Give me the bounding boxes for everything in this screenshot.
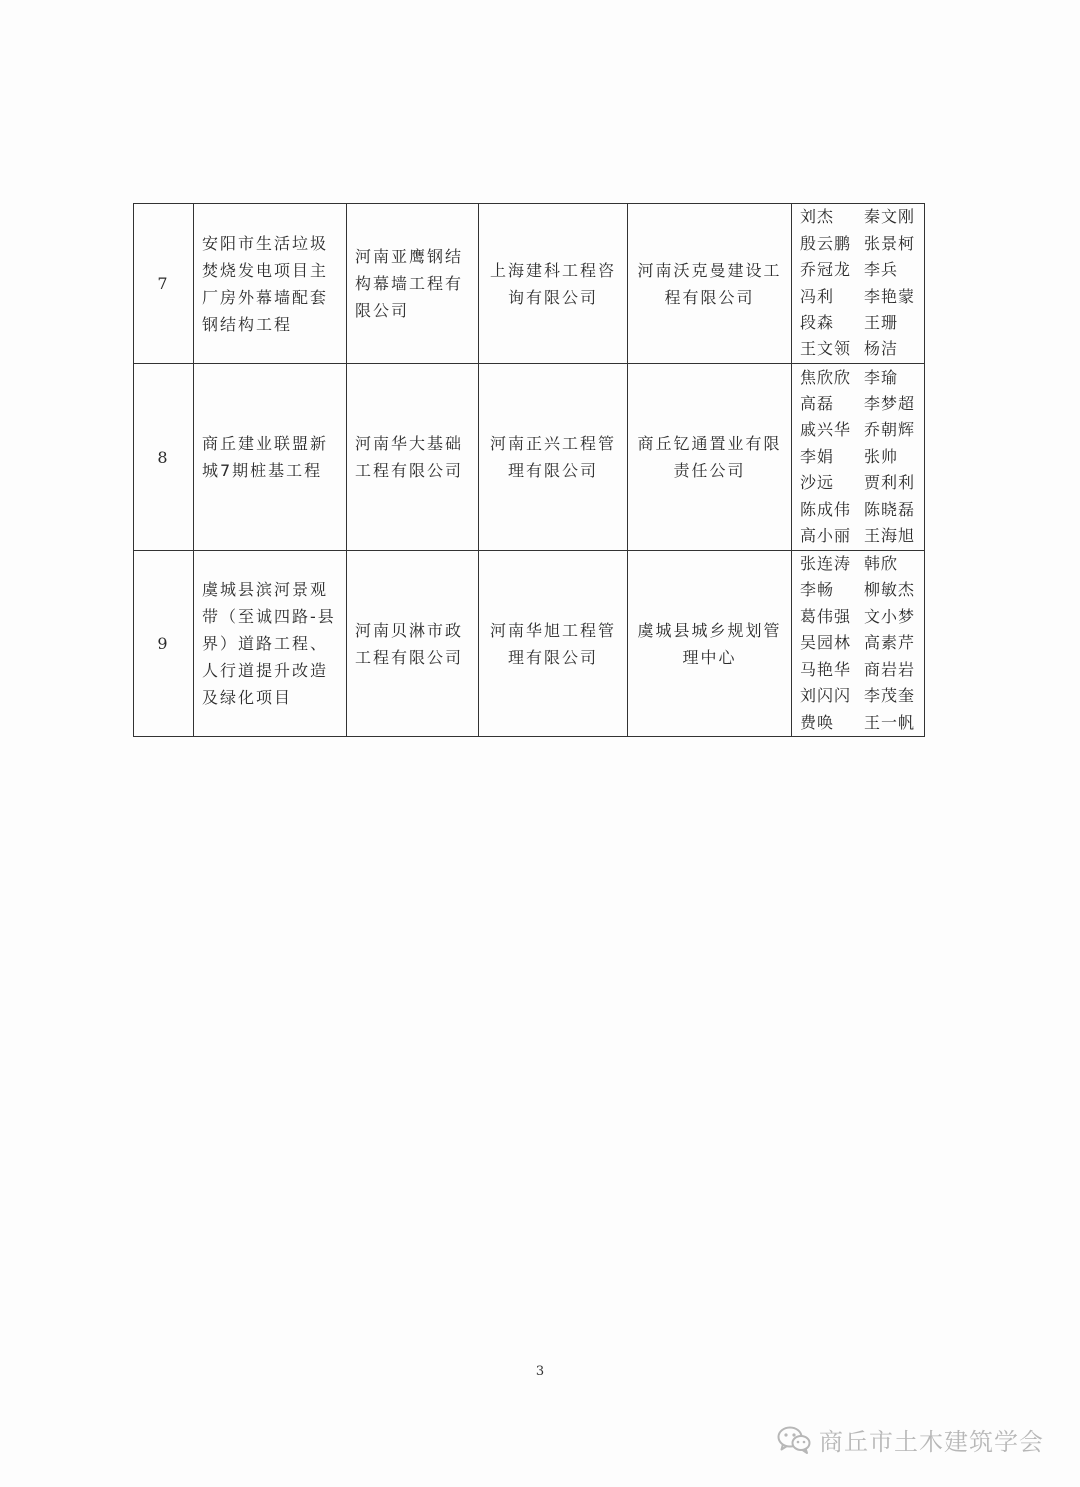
person-name: 刘杰 <box>800 207 835 227</box>
person-name: 李艳蒙 <box>864 286 916 306</box>
owner-name: 虞城县城乡规划管理中心 <box>628 551 792 737</box>
person-name: 焦欣欣 <box>800 367 852 387</box>
table-row <box>134 551 925 737</box>
person-name: 王海旭 <box>864 526 916 546</box>
person-name: 李畅 <box>800 580 835 600</box>
person-name: 殷云鹏 <box>800 233 852 253</box>
person-name: 李梦超 <box>864 393 916 413</box>
person-name: 陈成伟 <box>800 499 852 519</box>
people-list <box>800 204 916 362</box>
table-row <box>134 204 925 364</box>
person-name: 韩欣 <box>864 554 899 574</box>
person-name: 贾利利 <box>864 473 916 493</box>
person-name: 费唤 <box>800 712 835 732</box>
table-row <box>134 364 925 551</box>
person-name: 柳敏杰 <box>864 580 916 600</box>
person-name: 杨洁 <box>864 339 899 359</box>
people-list <box>800 365 916 550</box>
watermark-text: 商丘市土木建筑学会 <box>819 1428 1044 1456</box>
people-cell <box>792 551 925 737</box>
person-name: 段森 <box>800 312 835 332</box>
people-cell <box>792 204 925 364</box>
person-name: 张连涛 <box>800 554 852 574</box>
wechat-icon <box>777 1425 811 1455</box>
person-name: 王珊 <box>864 312 899 332</box>
watermark <box>777 1422 1044 1457</box>
person-name: 张景柯 <box>864 233 916 253</box>
table-body <box>134 204 925 737</box>
supervisor-name: 上海建科工程咨询有限公司 <box>479 204 628 364</box>
person-name: 王一帆 <box>864 712 916 732</box>
project-name: 安阳市生活垃圾焚烧发电项目主厂房外幕墙配套钢结构工程 <box>194 204 347 364</box>
people-list <box>800 551 916 736</box>
person-name: 吴园林 <box>800 633 852 653</box>
supervisor-name: 河南华旭工程管理有限公司 <box>479 551 628 737</box>
person-name: 冯利 <box>800 286 835 306</box>
project-name: 虞城县滨河景观带（至诚四路-县界）道路工程、人行道提升改造及绿化项目 <box>194 551 347 737</box>
person-name: 沙远 <box>800 473 835 493</box>
person-name: 高素芹 <box>864 633 916 653</box>
person-name: 高磊 <box>800 393 835 413</box>
contractor-name: 河南华大基础工程有限公司 <box>347 364 479 551</box>
person-name: 李娟 <box>800 446 835 466</box>
person-name: 乔冠龙 <box>800 260 852 280</box>
contractor-name: 河南亚鹰钢结构幕墙工程有限公司 <box>347 204 479 364</box>
person-name: 商岩岩 <box>864 659 916 679</box>
person-name: 王文领 <box>800 339 852 359</box>
supervisor-name: 河南正兴工程管理有限公司 <box>479 364 628 551</box>
person-name: 李兵 <box>864 260 899 280</box>
page-number: 3 <box>535 1364 545 1379</box>
person-name: 陈晓磊 <box>864 499 916 519</box>
owner-name: 河南沃克曼建设工程有限公司 <box>628 204 792 364</box>
contractor-name: 河南贝淋市政工程有限公司 <box>347 551 479 737</box>
awards-table <box>133 203 925 737</box>
person-name: 戚兴华 <box>800 420 852 440</box>
person-name: 张帅 <box>864 446 899 466</box>
owner-name: 商丘钇通置业有限责任公司 <box>628 364 792 551</box>
person-name: 秦文刚 <box>864 207 916 227</box>
person-name: 李茂奎 <box>864 686 916 706</box>
person-name: 葛伟强 <box>800 606 852 626</box>
person-name: 马艳华 <box>800 659 852 679</box>
project-name: 商丘建业联盟新城7期桩基工程 <box>194 364 347 551</box>
row-number: 8 <box>134 364 194 551</box>
person-name: 文小梦 <box>864 606 916 626</box>
person-name: 李瑜 <box>864 367 899 387</box>
row-number: 9 <box>134 551 194 737</box>
row-number: 7 <box>134 204 194 364</box>
person-name: 乔朝辉 <box>864 420 916 440</box>
person-name: 高小丽 <box>800 526 852 546</box>
people-cell <box>792 364 925 551</box>
person-name: 刘闪闪 <box>800 686 852 706</box>
